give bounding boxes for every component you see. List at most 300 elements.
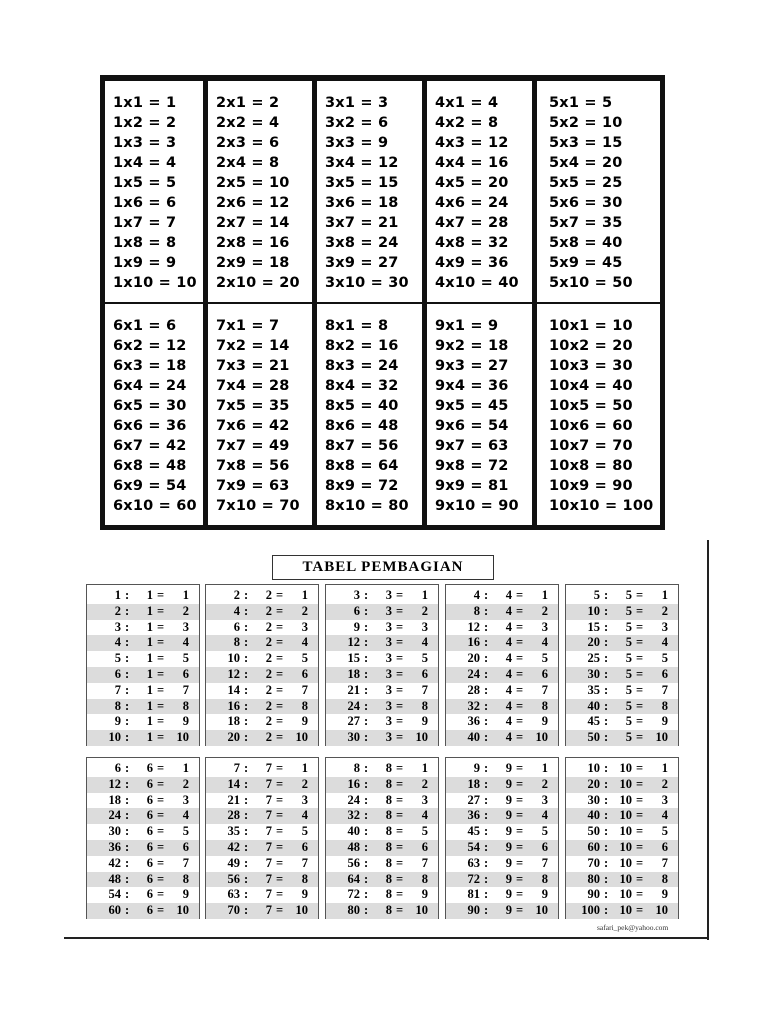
multiplication-line: 4x3 = 12 (435, 135, 509, 151)
dividend: 1 (114, 588, 121, 602)
dividend: 3 (353, 588, 360, 602)
divide-sign: : (125, 903, 130, 918)
dividend: 7 (114, 682, 121, 697)
equals-sign: = (276, 855, 284, 870)
division-row (446, 808, 558, 824)
equals-sign: = (276, 903, 284, 918)
division-table-title: TABEL PEMBAGIAN (272, 555, 494, 580)
equals-sign: = (276, 714, 284, 729)
equals-sign: = (396, 619, 404, 634)
equals-sign: = (516, 619, 524, 634)
horizontal-divider (64, 937, 709, 939)
multiplication-line: 10x1 = 10 (549, 318, 633, 334)
divide-sign: : (244, 871, 249, 886)
quotient: 2 (661, 603, 668, 618)
divisor: 4 (505, 619, 512, 634)
dividend: 45 (467, 824, 480, 839)
dividend: 20 (227, 730, 240, 745)
division-block-2 (205, 584, 319, 746)
multiplication-line: 8x3 = 24 (325, 358, 399, 374)
dividend: 20 (467, 651, 480, 666)
quotient: 5 (421, 824, 428, 839)
quotient: 6 (421, 839, 428, 854)
equals-sign: = (636, 682, 644, 697)
divisor: 2 (265, 714, 272, 729)
equals-sign: = (157, 887, 165, 902)
dividend: 56 (227, 871, 240, 886)
dividend: 40 (587, 698, 600, 713)
divide-sign: : (604, 619, 609, 634)
divisor: 3 (385, 698, 392, 713)
quotient: 1 (421, 761, 428, 775)
division-row (446, 604, 558, 620)
equals-sign: = (276, 682, 284, 697)
quotient: 1 (182, 588, 189, 602)
equals-sign: = (396, 714, 404, 729)
divisor: 3 (385, 635, 392, 650)
quotient: 5 (541, 824, 548, 839)
equals-sign: = (516, 714, 524, 729)
divisor: 6 (146, 792, 153, 807)
divide-sign: : (364, 808, 369, 823)
quotient: 1 (541, 588, 548, 602)
multiplication-line: 6x1 = 6 (113, 318, 177, 334)
equals-sign: = (157, 839, 165, 854)
equals-sign: = (516, 776, 524, 791)
dividend: 40 (347, 824, 360, 839)
division-row (446, 635, 558, 651)
quotient: 3 (301, 792, 308, 807)
division-row (446, 824, 558, 840)
divide-sign: : (364, 682, 369, 697)
multiplication-table (100, 75, 665, 530)
quotient: 10 (176, 903, 189, 918)
divide-sign: : (125, 666, 130, 681)
divisor: 3 (385, 666, 392, 681)
equals-sign: = (636, 761, 644, 775)
dividend: 10 (227, 651, 240, 666)
quotient: 3 (541, 619, 548, 634)
divide-sign: : (604, 792, 609, 807)
division-row (566, 824, 678, 840)
dividend: 50 (587, 824, 600, 839)
divisor: 5 (625, 651, 632, 666)
equals-sign: = (636, 730, 644, 745)
divide-sign: : (244, 619, 249, 634)
dividend: 80 (587, 871, 600, 886)
multiplication-line: 10x3 = 30 (549, 358, 633, 374)
equals-sign: = (276, 730, 284, 745)
divisor: 6 (146, 776, 153, 791)
divisor: 10 (619, 792, 632, 807)
quotient: 6 (182, 839, 189, 854)
dividend: 24 (467, 666, 480, 681)
multiplication-line: 4x10 = 40 (435, 275, 519, 291)
multiplication-line: 1x1 = 1 (113, 95, 177, 111)
equals-sign: = (516, 666, 524, 681)
equals-sign: = (636, 903, 644, 918)
divide-sign: : (604, 698, 609, 713)
division-row (206, 903, 318, 919)
multiplication-line: 2x7 = 14 (216, 215, 290, 231)
equals-sign: = (636, 666, 644, 681)
divide-sign: : (244, 588, 249, 602)
quotient: 10 (535, 903, 548, 918)
divisor: 7 (265, 887, 272, 902)
division-row (326, 793, 438, 809)
quotient: 7 (301, 682, 308, 697)
multiplication-line: 7x1 = 7 (216, 318, 280, 334)
division-row (566, 714, 678, 730)
multiplication-line: 5x5 = 25 (549, 175, 623, 191)
dividend: 45 (587, 714, 600, 729)
multiplication-line: 3x7 = 21 (325, 215, 399, 231)
division-row (87, 730, 199, 746)
multiplication-line: 6x6 = 36 (113, 418, 187, 434)
equals-sign: = (516, 839, 524, 854)
multiplication-line: 3x6 = 18 (325, 195, 399, 211)
divide-sign: : (364, 792, 369, 807)
divide-sign: : (125, 839, 130, 854)
dividend: 35 (227, 824, 240, 839)
division-row (326, 872, 438, 888)
equals-sign: = (157, 871, 165, 886)
dividend: 6 (353, 603, 360, 618)
divide-sign: : (364, 588, 369, 602)
division-row (206, 699, 318, 715)
multiplication-line: 5x4 = 20 (549, 155, 623, 171)
quotient: 3 (182, 619, 189, 634)
equals-sign: = (396, 682, 404, 697)
divide-sign: : (364, 903, 369, 918)
dividend: 5 (593, 588, 600, 602)
division-row (446, 699, 558, 715)
multiplication-line: 8x9 = 72 (325, 478, 399, 494)
dividend: 81 (467, 887, 480, 902)
multiplication-line: 3x4 = 12 (325, 155, 399, 171)
divide-sign: : (364, 635, 369, 650)
division-row (326, 651, 438, 667)
division-row (87, 635, 199, 651)
divisor: 7 (265, 903, 272, 918)
dividend: 36 (467, 808, 480, 823)
division-row (446, 588, 558, 604)
equals-sign: = (636, 698, 644, 713)
multiplication-line: 6x5 = 30 (113, 398, 187, 414)
divide-sign: : (125, 714, 130, 729)
division-row (446, 856, 558, 872)
multiplication-line: 2x3 = 6 (216, 135, 280, 151)
dividend: 54 (108, 887, 121, 902)
multiplication-line: 6x9 = 54 (113, 478, 187, 494)
equals-sign: = (396, 792, 404, 807)
quotient: 10 (655, 730, 668, 745)
divide-sign: : (125, 776, 130, 791)
divide-sign: : (604, 903, 609, 918)
division-row (206, 604, 318, 620)
multiplication-line: 7x3 = 21 (216, 358, 290, 374)
division-row (446, 761, 558, 777)
divide-sign: : (364, 855, 369, 870)
divide-sign: : (364, 887, 369, 902)
quotient: 6 (541, 666, 548, 681)
divisor: 6 (146, 871, 153, 886)
multiplication-line: 2x6 = 12 (216, 195, 290, 211)
multiplication-block-2 (208, 81, 312, 302)
multiplication-line: 6x2 = 12 (113, 338, 187, 354)
dividend: 30 (108, 824, 121, 839)
multiplication-line: 7x5 = 35 (216, 398, 290, 414)
equals-sign: = (636, 603, 644, 618)
divide-sign: : (244, 855, 249, 870)
divide-sign: : (244, 792, 249, 807)
divisor: 6 (146, 808, 153, 823)
division-row (446, 887, 558, 903)
dividend: 10 (587, 761, 600, 775)
quotient: 6 (661, 839, 668, 854)
divide-sign: : (604, 682, 609, 697)
multiplication-line: 1x9 = 9 (113, 255, 177, 271)
divisor: 8 (385, 855, 392, 870)
equals-sign: = (636, 776, 644, 791)
divisor: 1 (146, 635, 153, 650)
divisor: 2 (265, 603, 272, 618)
equals-sign: = (276, 824, 284, 839)
dividend: 18 (108, 792, 121, 807)
multiplication-line: 4x9 = 36 (435, 255, 509, 271)
divisor: 4 (505, 588, 512, 602)
divide-sign: : (484, 761, 489, 775)
dividend: 12 (347, 635, 360, 650)
dividend: 8 (353, 761, 360, 775)
dividend: 35 (587, 682, 600, 697)
divisor: 8 (385, 808, 392, 823)
quotient: 4 (301, 808, 308, 823)
divide-sign: : (244, 808, 249, 823)
division-row (206, 714, 318, 730)
division-row (206, 808, 318, 824)
dividend: 36 (467, 714, 480, 729)
division-row (87, 651, 199, 667)
quotient: 6 (541, 839, 548, 854)
quotient: 3 (541, 792, 548, 807)
division-row (87, 620, 199, 636)
quotient: 3 (421, 619, 428, 634)
quotient: 3 (182, 792, 189, 807)
divisor: 7 (265, 761, 272, 775)
dividend: 25 (587, 651, 600, 666)
equals-sign: = (157, 855, 165, 870)
multiplication-line: 5x6 = 30 (549, 195, 623, 211)
division-row (87, 667, 199, 683)
equals-sign: = (636, 792, 644, 807)
multiplication-line: 5x8 = 40 (549, 235, 623, 251)
dividend: 80 (347, 903, 360, 918)
divisor: 5 (625, 730, 632, 745)
dividend: 42 (227, 839, 240, 854)
division-row (87, 808, 199, 824)
division-row (87, 793, 199, 809)
dividend: 60 (587, 839, 600, 854)
divisor: 5 (625, 698, 632, 713)
equals-sign: = (157, 792, 165, 807)
divide-sign: : (125, 792, 130, 807)
equals-sign: = (276, 776, 284, 791)
division-row (87, 856, 199, 872)
divide-sign: : (244, 698, 249, 713)
dividend: 2 (114, 603, 121, 618)
divide-sign: : (364, 651, 369, 666)
quotient: 1 (301, 761, 308, 775)
equals-sign: = (396, 666, 404, 681)
quotient: 1 (661, 761, 668, 775)
dividend: 16 (467, 635, 480, 650)
quotient: 1 (541, 761, 548, 775)
division-row (206, 635, 318, 651)
equals-sign: = (636, 824, 644, 839)
division-row (446, 840, 558, 856)
quotient: 8 (541, 871, 548, 886)
divide-sign: : (604, 603, 609, 618)
equals-sign: = (157, 619, 165, 634)
divisor: 6 (146, 855, 153, 870)
quotient: 7 (421, 855, 428, 870)
dividend: 15 (587, 619, 600, 634)
equals-sign: = (516, 603, 524, 618)
divide-sign: : (484, 855, 489, 870)
equals-sign: = (516, 824, 524, 839)
division-block-7 (205, 757, 319, 919)
divisor: 2 (265, 730, 272, 745)
quotient: 4 (661, 635, 668, 650)
equals-sign: = (396, 808, 404, 823)
quotient: 7 (421, 682, 428, 697)
divisor: 10 (619, 887, 632, 902)
division-row (206, 761, 318, 777)
division-row (87, 777, 199, 793)
division-row (326, 824, 438, 840)
divide-sign: : (244, 776, 249, 791)
equals-sign: = (636, 855, 644, 870)
dividend: 32 (467, 698, 480, 713)
division-row (206, 824, 318, 840)
quotient: 1 (182, 761, 189, 775)
division-row (326, 730, 438, 746)
divide-sign: : (364, 730, 369, 745)
dividend: 30 (347, 730, 360, 745)
quotient: 2 (661, 776, 668, 791)
dividend: 70 (587, 855, 600, 870)
equals-sign: = (636, 588, 644, 602)
quotient: 3 (661, 792, 668, 807)
quotient: 5 (182, 651, 189, 666)
divisor: 10 (619, 808, 632, 823)
divisor: 1 (146, 666, 153, 681)
quotient: 7 (182, 855, 189, 870)
multiplication-line: 2x1 = 2 (216, 95, 280, 111)
multiplication-line: 6x7 = 42 (113, 438, 187, 454)
divide-sign: : (484, 603, 489, 618)
divisor: 3 (385, 730, 392, 745)
dividend: 36 (108, 839, 121, 854)
divide-sign: : (125, 682, 130, 697)
divisor: 1 (146, 588, 153, 602)
divisor: 4 (505, 635, 512, 650)
multiplication-line: 2x4 = 8 (216, 155, 280, 171)
quotient: 8 (541, 698, 548, 713)
division-row (566, 699, 678, 715)
divide-sign: : (604, 855, 609, 870)
equals-sign: = (276, 603, 284, 618)
divide-sign: : (125, 761, 130, 775)
equals-sign: = (157, 903, 165, 918)
quotient: 2 (421, 603, 428, 618)
equals-sign: = (516, 887, 524, 902)
dividend: 6 (114, 761, 121, 775)
divide-sign: : (604, 776, 609, 791)
equals-sign: = (636, 714, 644, 729)
multiplication-line: 4x7 = 28 (435, 215, 509, 231)
multiplication-line: 9x10 = 90 (435, 498, 519, 514)
multiplication-block-7 (208, 304, 312, 525)
equals-sign: = (157, 808, 165, 823)
equals-sign: = (516, 682, 524, 697)
multiplication-line: 7x10 = 70 (216, 498, 300, 514)
multiplication-line: 9x7 = 63 (435, 438, 509, 454)
divisor: 1 (146, 698, 153, 713)
multiplication-line: 10x2 = 20 (549, 338, 633, 354)
multiplication-line: 8x4 = 32 (325, 378, 399, 394)
equals-sign: = (516, 871, 524, 886)
dividend: 56 (347, 855, 360, 870)
divide-sign: : (125, 651, 130, 666)
multiplication-line: 3x1 = 3 (325, 95, 389, 111)
divide-sign: : (484, 871, 489, 886)
dividend: 8 (114, 698, 121, 713)
multiplication-line: 1x6 = 6 (113, 195, 177, 211)
equals-sign: = (276, 839, 284, 854)
division-row (326, 840, 438, 856)
division-row (326, 777, 438, 793)
divide-sign: : (364, 603, 369, 618)
division-row (326, 856, 438, 872)
divide-sign: : (364, 619, 369, 634)
dividend: 63 (467, 855, 480, 870)
quotient: 4 (541, 635, 548, 650)
quotient: 2 (541, 603, 548, 618)
multiplication-line: 4x1 = 4 (435, 95, 499, 111)
dividend: 24 (347, 698, 360, 713)
multiplication-line: 7x9 = 63 (216, 478, 290, 494)
divisor: 8 (385, 839, 392, 854)
multiplication-block-3 (317, 81, 422, 302)
dividend: 7 (233, 761, 240, 775)
vertical-divider (707, 540, 709, 940)
dividend: 2 (233, 588, 240, 602)
dividend: 90 (467, 903, 480, 918)
multiplication-line: 3x10 = 30 (325, 275, 409, 291)
divisor: 9 (505, 871, 512, 886)
equals-sign: = (276, 761, 284, 775)
multiplication-line: 2x2 = 4 (216, 115, 280, 131)
division-row (566, 887, 678, 903)
multiplication-block-5 (537, 81, 660, 302)
quotient: 2 (301, 776, 308, 791)
dividend: 4 (473, 588, 480, 602)
multiplication-line: 5x9 = 45 (549, 255, 623, 271)
divide-sign: : (364, 776, 369, 791)
divide-sign: : (484, 651, 489, 666)
